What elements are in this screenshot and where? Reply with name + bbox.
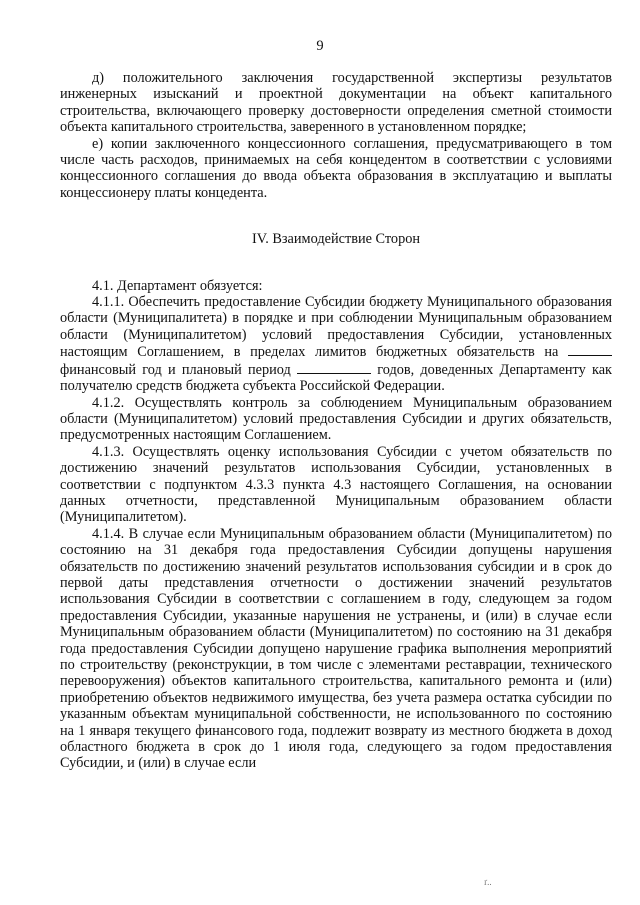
- clause-4-1-3: 4.1.3. Осуществлять оценку использования Субсидии с учетом обязательств по достижению значений результатов использования Субсидии, установленных в соответствии с подпунктом 4.3.3 пункта 4.3 настоящего Соглашения, на основании данных отчетности, представленной Муниципальным образованием области (Муниципалитетом).: [60, 443, 612, 526]
- document-body: [60, 70, 612, 772]
- scan-mark: ґ..: [484, 877, 492, 887]
- clause-4-1-1-part2: финансовый год и плановый период: [60, 361, 291, 378]
- clause-4-1-4: 4.1.4. В случае если Муниципальным образованием области (Муниципалитетом) по состоянию на 31 декабря года предоставления Субсидии допущены нарушения обязательств по достижению значений результатов использования субсидии и в срок до первой даты представления отчетности о достижении значений результатов использования Субсидии в соответствии с соглашением в году, следующем за годом предоставления Субсидии, указанные нарушения не устранены, и (или) в случае если Муниципальным образованием области (Муниципалитетом) по состоянию на 31 декабря года предоставления Субсидии допущено нарушение графика выполнения мероприятий по строительству (реконструкции, в том числе с элементами реставрации, технического перевооружения) объектов капитального строительства, капитального ремонта и (или) приобретению объектов недвижимого имущества, без учета размера остатка субсидии по указанным объектам муниципальной собственности, не использованного по состоянию на 1 января текущего финансового года, подлежит возврату из местного бюджета в доход областного бюджета в срок до 1 июля года, следующего за годом предоставления Субсидии, и (или) в случае если: [60, 525, 612, 772]
- paragraph-d: д) положительного заключения государственной экспертизы результатов инженерных изысканий и проектной документации на объект капитального строительства, включающего проверку достоверности определения сметной стоимости объекта капитального строительства, заверенного в установленном порядке;: [60, 70, 612, 136]
- clause-4-1-2: 4.1.2. Осуществлять контроль за соблюдением Муниципальным образованием области (Муниципалитетом) условий предоставления Субсидии и других обязательств, предусмотренных настоящим Соглашением.: [60, 394, 612, 444]
- clause-4-1-1: [60, 294, 612, 394]
- blank-period-field: [297, 361, 371, 374]
- clause-4-1: 4.1. Департамент обязуется:: [92, 277, 263, 294]
- blank-year-field: [568, 343, 612, 356]
- paragraph-e: е) копии заключенного концессионного соглашения, предусматривающего в том числе часть расходов, принимаемых на себя концедентом в соответствии с условиями концессионного соглашения до ввода объекта образования в эксплуатацию и выплаты концессионеру платы концедента.: [60, 135, 612, 201]
- clause-4-1-1-part1: 4.1.1. Обеспечить предоставление Субсидии бюджету Муниципального образования области (Муниципалитета) в порядке и при соблюдении Муниципальным образованием области (Муниципалитетом) условий предоставления Субсидии, установленных настоящим Соглашением, в пределах лимитов бюджетных обязательств на: [60, 294, 612, 361]
- section-heading: IV. Взаимодействие Сторон: [251, 231, 421, 248]
- page-number: 9: [316, 38, 324, 54]
- clause-4-1-1-part3: годов, доведенных Департаменту как получателю средств бюджета субъекта Российской Федерации.: [60, 361, 612, 395]
